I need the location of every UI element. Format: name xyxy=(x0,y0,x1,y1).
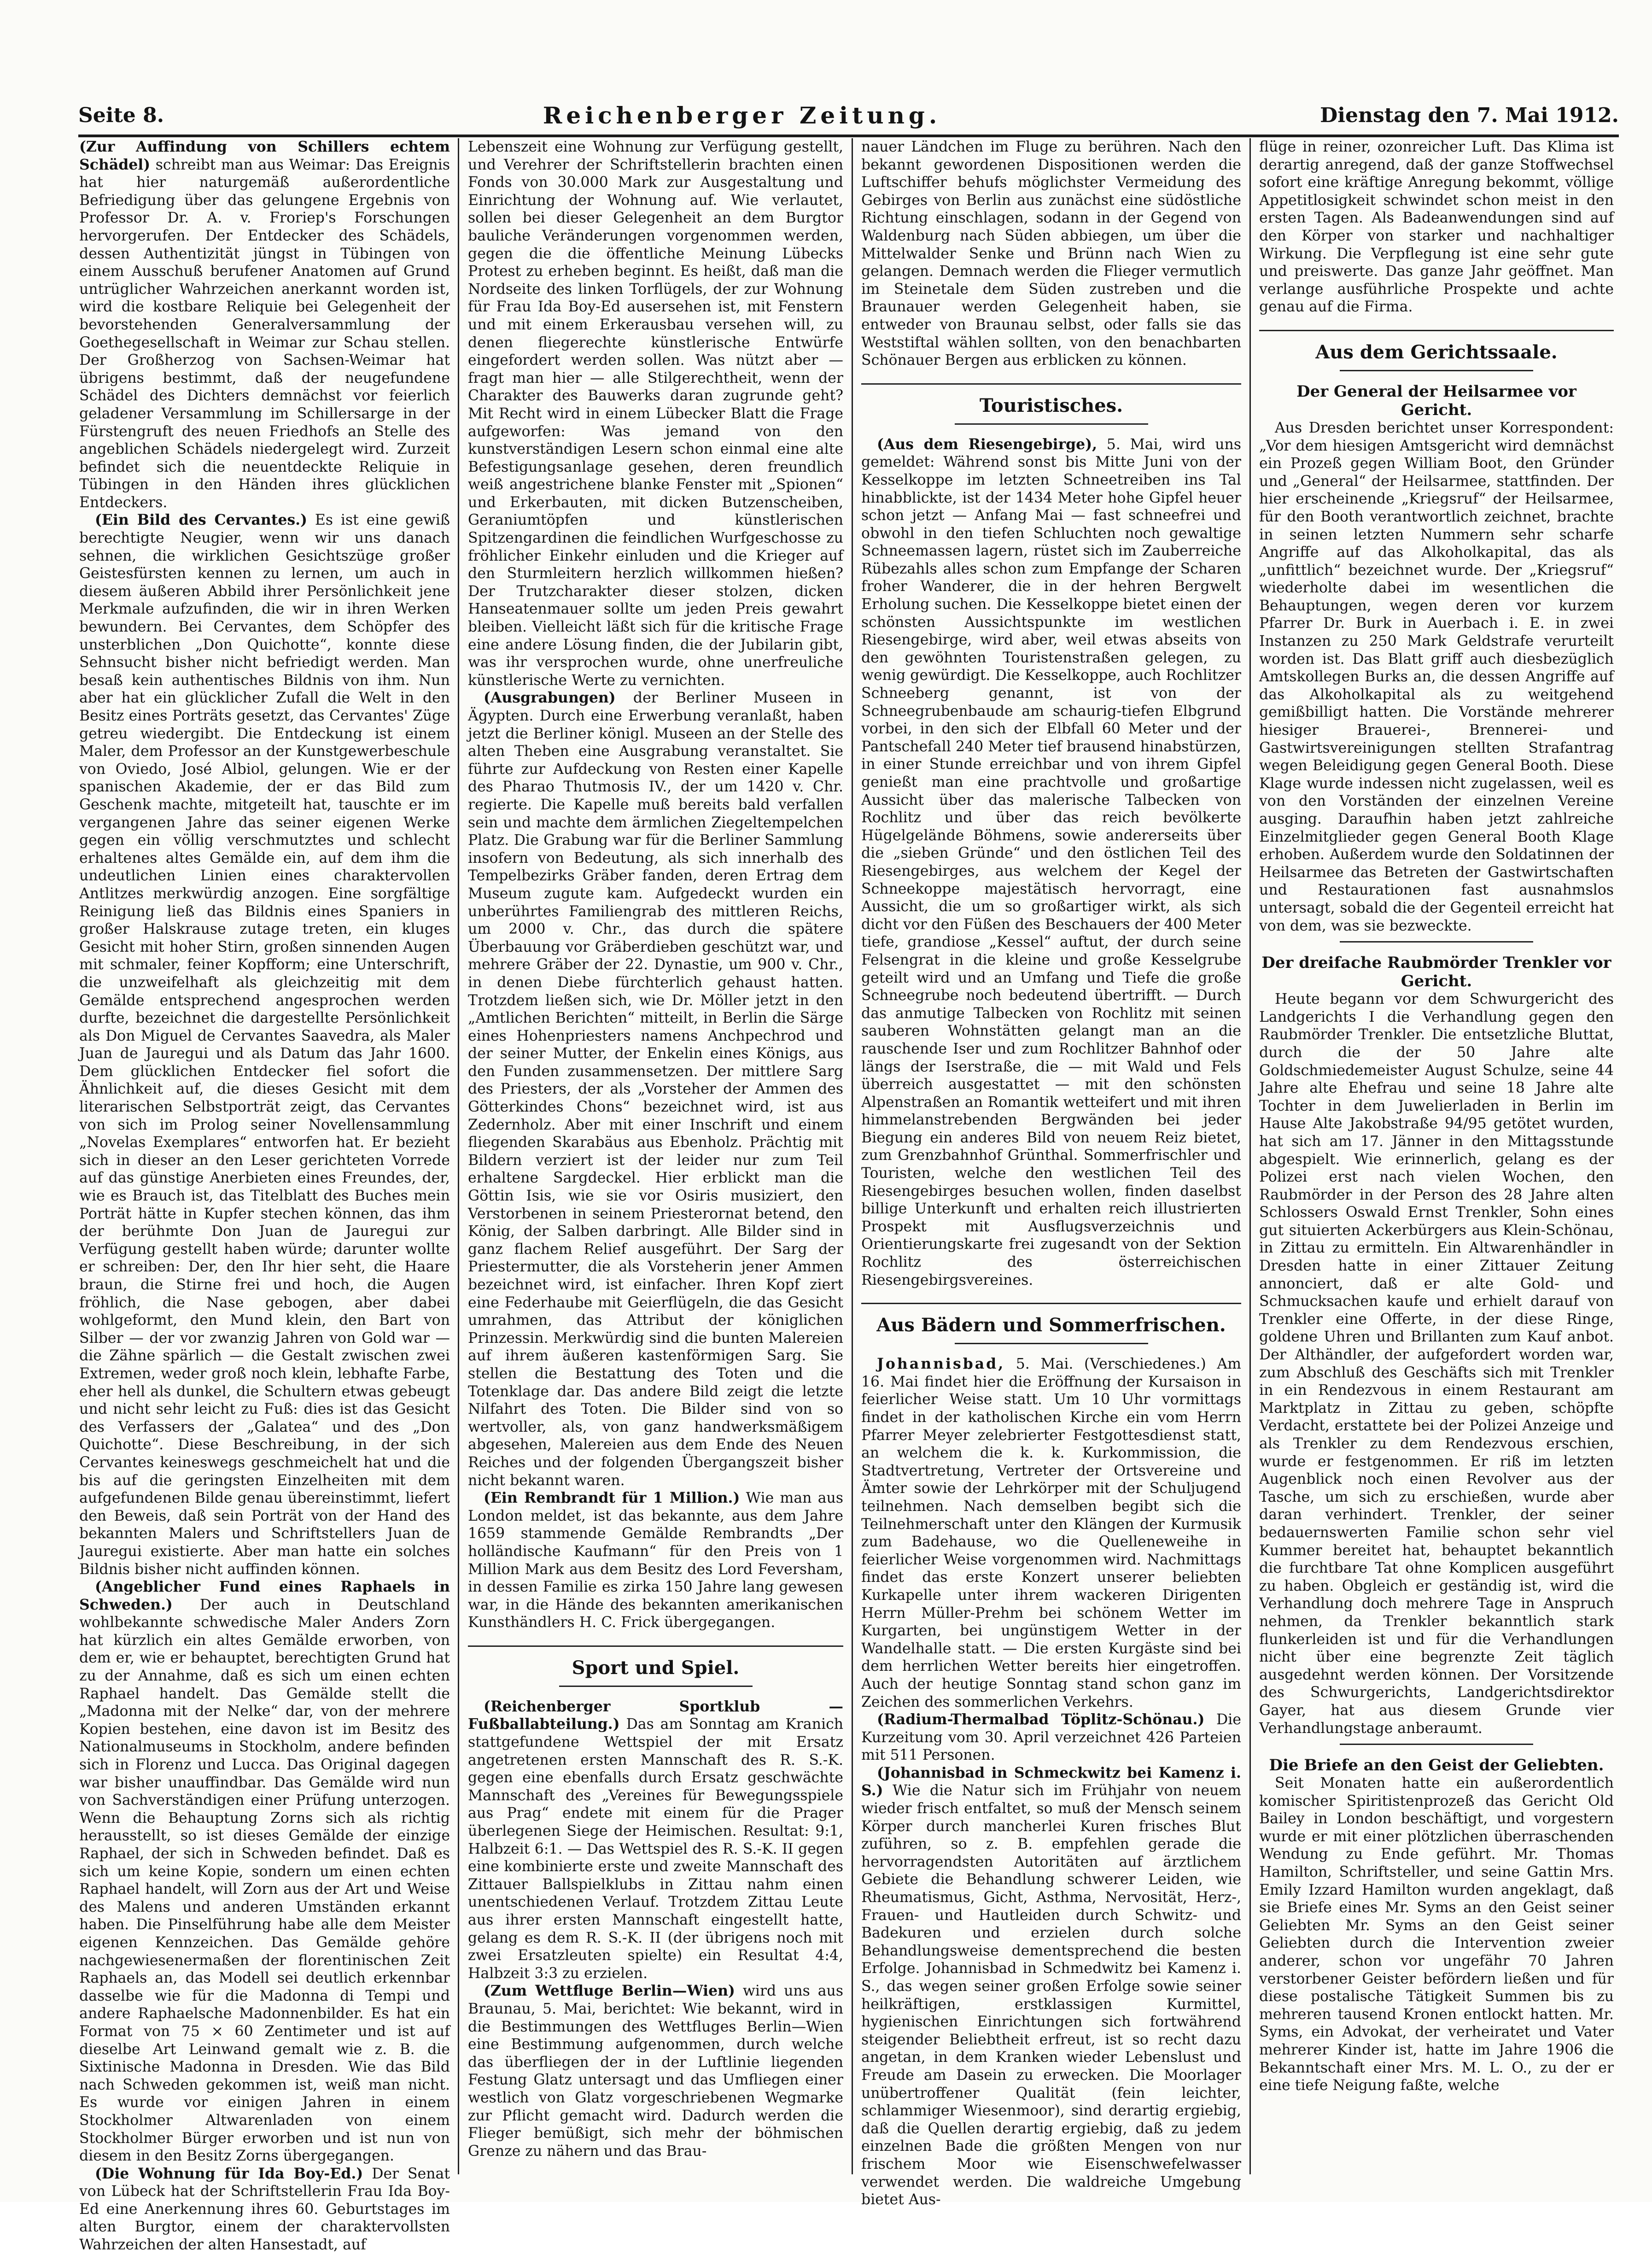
column-divider xyxy=(852,138,853,2174)
section-heading-baeder: Aus Bädern und Sommerfrischen. xyxy=(876,1314,1226,1336)
section-separator xyxy=(1259,330,1614,331)
article-lead: (Ein Rembrandt für 1 Million.) xyxy=(484,1489,740,1507)
article-body: Der auch in Deutschland wohlbekannte schwedische Maler Anders Zorn hat kürzlich ein altes Gemälde erworben, von dem er, wie er behauptet, berechtigten Grund hat zu der Annahme, daß es sich um einen echten Raphael handelt. Das Gemälde stellt die „Madonna mit der Nelke“ dar, von der mehrere Kopien bestehen, eine davon ist im Besitz des Nationalmuseums in Stockholm, andere befinden sich in Florenz und Lucca. Das Original dagegen war bisher unauffindbar. Das Gemälde wird nun von Sachverständigen einer Prüfung unterzogen. Wenn die Behauptung Zorns sich als richtig herausstellt, so ist dieses Gemälde der einzige Raphael, der sich in Schweden befindet. Daß es sich um keine Kopie, sondern um einen echten Raphael handelt, will Zorn aus der Art und Weise des Malens und anderen Umständen erkannt haben. Die Pinselführung habe alle dem Meister eigenen Kennzeichen. Das Gemälde gehöre nachgewiesenermaßen der florentinischen Zeit Raphaels an, das Modell sei deutlich erkennbar dasselbe wie für die Madonna di Tempi und andere Raphaelsche Madonnenbilder. Es hat ein Format von 75 × 60 Zentimeter und ist auf dieselbe Art Leinwand gemalt wie z. B. die Sixtinische Madonna in Dresden. Wie das Bild nach Schweden gekommen ist, weiß man nicht. Es wurde vor einigen Jahren in einem Stockholmer Altwarenladen von einem Stockholmer Bürger erworben und ist nun von diesem in den Besitz Zorns übergegangen. xyxy=(79,1596,450,2165)
article-body: Lebenszeit eine Wohnung zur Verfügung gestellt, und Verehrer der Schriftstellerin brachten einen Fonds von 30.000 Mark zur Ausgestaltung und Einrichtung der Wohnung auf. Wie verlautet, sollen bei dieser Gelegenheit an dem Burgtor bauliche Veränderungen vorgenommen werden, gegen die die öffentliche Meinung Lübecks Protest zu erheben beginnt. Es heißt, daß man die Nordseite des linken Torflügels, der zur Wohnung für Frau Ida Boy-Ed ausersehen ist, mit Fenstern und mit einem Erkerausbau versehen will, zu denen fliegerechte künstlerische Entwürfe eingefordert werden sollen. Was nützt aber — fragt man hier — alle Stilgerechtheit, wenn der Charakter des Bauwerks daran zugrunde geht? Mit Recht wird in einem Lübecker Blatt die Frage aufgeworfen: Was jemand von den kunstverständigen Lesern schon einmal eine alte Befestigungsanlage gesehen, deren freundlich weiß angestrichene blanke Fenster mit „Spionen“ und Erkerbauten, mit dicken Butzenscheiben, Geraniumtöpfen und künstlerischen Spitzengardinen die feindlichen Wurfgeschosse zu fröhlicher Einkehr einluden und die Krieger auf den Sturmleitern herzlich willkommen hießen? Der Trutzcharakter dieser stolzen, dicken Hanseatenmauer sollte um jeden Preis gewahrt bleiben. Vielleicht läßt sich für die kritische Frage eine andere Lösung finden, die der Jubilarin gibt, was ihr versprochen wurde, ohne unerfreuliche künstlerische Werte zu vernichten. xyxy=(468,139,843,689)
column-divider xyxy=(458,138,459,2174)
article-body: 5. Mai, wird uns gemeldet: Während sonst bis Mitte Juni von der Kesselkoppe im letzten Schneetreiben ins Tal hinabblickte, ist der 1434 Meter hohe Gipfel heuer schon jetzt — Anfang Mai — fast schneefrei und obwohl in den tiefen Schluchten noch gewaltige Schneemassen lagern, rüstet sich im Zauberreiche Rübezahls alles schon zum Empfange der Scharen froher Wanderer, die in der hehren Bergwelt Erholung suchen. Die Kesselkoppe bietet einen der schönsten Aussichtspunkte im westlichen Riesengebirge, wird aber, weil etwas abseits von den gewöhnten Touristenstraßen gelegen, zu wenig gewürdigt. Die Kesselkoppe, auch Rochlitzer Schneeberg genannt, ist von der Schneegrubenbaude am schaurig-tiefen Elbgrund vorbei, in den sich der Elbfall 60 Meter und der Pantschefall 240 Meter tief brausend hinabstürzen, in einer Stunde erreichbar und von ihrem Gipfel genießt man eine prachtvolle und großartige Aussicht über das malerische Talbecken von Rochlitz und über das reich bevölkerte Hügelgelände Böhmens, sowie andererseits über die „sieben Gründe“ und den östlichen Teil des Riesengebirges, aus welchem der Kegel der Schneekoppe majestätisch hervorragt, eine Aussicht, die um so großartiger wirkt, als sich dicht vor den Füßen des Beschauers der 400 Meter tiefe, grandiose „Kessel“ auftut, der durch seine Felsengrat in die kleine und große Kesselgrube geteilt wird und an Umfang und Tiefe die große Schneegrube noch bedeutend übertrifft. — Durch das anmutige Talbecken von Rochlitz mit seinen sauberen Wohnstätten gelangt man an die rauschende Iser und zum Rochlitzer Bahnhof oder längs der Iserstraße, die — mit Wald und Fels überreich ausgestattet — mit den schönsten Alpenstraßen an Romantik wetteifert und mit ihren himmelanstrebenden Bergwänden bei jeder Biegung ein anderes Bild von neuem Reiz bietet, zum Grenzbahnhof Grünthal. Sommerfrischler und Touristen, welche den westlichen Teil des Riesengebirges besuchen wollen, finden daselbst billige Unterkunft und erhalten reich illustrierten Prospekt mit Ausflugsverzeichnis und Orientierungskarte frei zugesandt von der Sektion Rochlitz des österreichischen Riesengebirgsvereines. xyxy=(861,436,1242,1288)
article-body: Die Kurzeitung vom 30. April verzeichnet 426 Parteien mit 511 Personen. xyxy=(861,1711,1241,1764)
article-ausgrabungen xyxy=(468,689,843,1489)
article-lead: (Angeblicher Fund eines Raphaels in Schweden.) xyxy=(79,1578,450,1613)
article-body: wird uns aus Braunau, 5. Mai, berichtet: Wie bekannt, wird in die Bestimmungen des Wettfluges Berlin—Wien eine Bestimmung aufgenommen, durch welche das überfliegen der in der Luftlinie liegenden Festung Glatz untersagt und das Umfliegen einer westlich von Glatz vorgeschriebenen Wegmarke zur Pflicht gemacht wird. Dadurch werden die Flieger bemüßigt, sich mehr der böhmischen Grenze zu nähern und das Brau- xyxy=(468,1983,844,2160)
masthead-rule xyxy=(78,135,1619,137)
article-lead: (Aus dem Riesengebirge), xyxy=(877,435,1097,453)
heading-rule xyxy=(955,423,1148,425)
article-schmeckwitz-continued xyxy=(1259,138,1614,316)
article-lead: (Die Wohnung für Ida Boy-Ed.) xyxy=(95,2165,363,2182)
heading-rule xyxy=(1340,941,1533,943)
article-johannisbad xyxy=(861,1355,1241,1711)
heading-rule xyxy=(1340,370,1533,371)
article-schiller xyxy=(79,138,450,511)
article-lead: (Reichenberger Sportklub — Fußballabteilung.) xyxy=(468,1698,843,1733)
section-heading-touristisches: Touristisches. xyxy=(979,394,1123,416)
article-heading-trenkler: Der dreifache Raubmörder Trenkler vor Gericht. xyxy=(1261,954,1611,991)
article-body: der Berliner Museen in Ägypten. Durch eine Erwerbung veranlaßt, haben jetzt die Berliner königl. Museen an der Stelle des alten Theben eine Ausgrabung veranstaltet. Sie führte zur Aufdeckung von Resten einer Kapelle des Pharao Thutmosis IV., der um 1420 v. Chr. regierte. Die Kapelle muß bereits bald verfallen sein und machte dem ärmlichen Ziegeltempelchen Platz. Die Grabung war für die Berliner Sammlung insofern von Bedeutung, als sich innerhalb des Tempelbezirks Gräber fanden, deren Ertrag dem Museum zugute kam. Aufgedeckt wurden ein unberührtes Familiengrab des mittleren Reichs, um 2000 v. Chr., das durch die spätere Überbauung vor Gräberdieben geschützt war, und mehrere Gräber der 22. Dynastie, um 900 v. Chr., in denen Diebe fürchterlich gehaust hatten. Trotzdem ließen sich, wie Dr. Möller jetzt in den „Amtlichen Berichten“ mitteilt, in Berlin die Särge eines Hohenpriesters namens Anchpechrod und der seiner Mutter, der Enkelin eines Königs, aus den Funden zusammensetzen. Der mittlere Sarg des Priesters, der als „Vorsteher der Ammen des Götterkindes Chons“ bezeichnet wird, ist aus Zedernholz. Aber mit einer Inschrift und einem fliegenden Skarabäus aus Ebenholz. Prächtig mit Bildern verziert ist der leider nur zum Teil erhaltene Sargdeckel. Hier erblickt man die Göttin Isis, wie sie vor Osiris musiziert, den Verstorbenen in seinem Priesterornat betend, den König, der Salben darbringt. Alle Bilder sind in ganz flachem Relief ausgeführt. Der Sarg der Priestermutter, die als Vorsteherin jener Ammen bezeichnet wird, ist einfacher. Ihren Kopf ziert eine Federhaube mit Geierflügeln, die das Gesicht umrahmen, das Attribut der königlichen Prinzessin. Merkwürdig sind die bunten Malereien auf ihrem äußeren kastenförmigen Sarg. Sie stellen die Bestattung des Toten und die Totenklage dar. Das andere Bild zeigt die letzte Nilfahrt des Toten. Die Bilder sind von so wertvoller, als, von ganz handwerksmäßigem abgesehen, Malereien aus dem Ende des Neuen Reiches und der folgenden Übergangszeit bisher nicht bekannt waren. xyxy=(468,690,843,1489)
column-2 xyxy=(468,138,843,2174)
article-lead: (Zur Auffindung von Schillers echtem Schädel) xyxy=(79,138,450,173)
article-body: Das am Sonntag am Kranich stattgefundene Wettspiel der mit Ersatz angetretenen ersten Mannschaft des R. S.-K. gegen eine ebenfalls durch Ersatz geschwächte Mannschaft des „Vereines für Bewegungsspiele aus Prag“ endete mit einem für die Prager überlegenen Siege der Heimischen. Resultat: 9:1, Halbzeit 6:1. — Das Wettspiel des R. S.-K. II gegen eine kombinierte erste und zweite Mannschaft des Zittauer Ballspielklubs in Zittau nahm einen unentschiedenen Verlauf. Trotzdem Zittau Leute aus ihrer ersten Mannschaft eingestellt hatte, gelang es dem R. S.-K. II (der übrigens noch mit zwei Ersatzleuten spielte) ein Resultat 4:4, Halbzeit 3:3 zu erzielen. xyxy=(468,1716,844,1982)
article-body: Aus Dresden berichtet unser Korrespondent: „Vor dem hiesigen Amtsgericht wird demnächst ein Prozeß gegen William Boot, den Gründer und „General“ der Heilsarmee, stattfinden. Der hier erscheinende „Kriegsruf“ der Heilsarmee, für den Booth verantwortlich zeichnet, brachte in seinen letzten Nummern sehr scharfe Angriffe auf das Alkoholkapital, das als „unfittlich“ bezeichnet wurde. Der „Kriegsruf“ wiederholte dabei im wesentlichen die Behauptungen, wegen deren vor kurzem Pfarrer Dr. Burk in Auerbach i. E. in zwei Instanzen zu 250 Mark Geldstrafe verurteilt worden ist. Das Blatt griff auch diesbezüglich Amtskollegen Burks an, die dessen Angriffe auf das Alkoholkapital als zu weitgehend gemißbilligt hatten. Die Vorstände mehrerer hiesiger Brauerei-, Brennerei- und Gastwirtsvereinigungen stellten Strafantrag wegen Beleidigung gegen General Booth. Diese Klage wurde indessen nicht zugelassen, weil es von den Vorständen der einzelnen Vereine ausging. Daraufhin haben jetzt zahlreiche Einzelmitglieder gegen General Booth Klage erhoben. Außerdem wurde den Soldatinnen der Heilsarmee das Betreten der Gastwirtschaften und Restaurationen fast ausnahmslos untersagt, sobald die der Gegenteil erreicht hat von dem, was sie bezweckte. xyxy=(1259,419,1614,934)
section-separator xyxy=(468,1645,843,1647)
article-body: Heute begann vor dem Schwurgericht des Landgerichts I die Verhandlung gegen den Raubmörder Trenkler. Die entsetzliche Bluttat, durch die der 50 Jahre alte Goldschmiedemeister August Schulze, seine 44 Jahre alte Ehefrau und seine 18 Jahre alte Tochter in dem Juwelierladen in Berlin im Hause Alte Jakobstraße 94/95 getötet wurden, hat sich am 17. Jänner in den Mittagsstunde abgespielt. Wie erinnerlich, gelang es der Polizei erst nach vielen Wochen, den Raubmörder in der Person des 28 Jahre alten Schlossers Oswald Ernst Trenkler, Sohn eines gut situierten Ackerbürgers aus Klein-Schönau, in Zittau zu ermitteln. Ein Altwarenhändler in Dresden hatte in einer Zittauer Zeitung annonciert, daß er alte Gold- und Schmucksachen kaufe und erhielt darauf von Trenkler eine Offerte, in der diese Ringe, goldene Uhren und Brillanten zum Kauf anbot. Der Althändler, der aufgefordert worden war, zum Abschluß des Geschäfts sich mit Trenkler in ein Rendezvous in einem Restaurant am Marktplatz in Zittau zu geben, schöpfte Verdacht, erstattete bei der Polizei Anzeige und als Trenkler zu dem Rendezvous erschien, wurde er festgenommen. Er riß im letzten Augenblick noch einen Revolver aus der Tasche, um sich zu erschießen, wurde aber daran verhindert. Trenkler, der seiner bedauernswerten Familie schon sehr viel Kummer bereitet hat, behauptet bekanntlich die furchtbare Tat ohne Komplicen ausgeführt zu haben. Obgleich er geständig ist, wird die Verhandlung doch mehrere Tage in Anspruch nehmen, da Trenkler bekanntlich stark flunkerleiden ist und für die Verhandlungen nicht über eine begrenzte Zeit täglich ausgedehnt werden können. Der Vorsitzende des Schwurgerichts, Landgerichtsdirektor Gayer, hat aus diesem Grunde vier Verhandlungstage anberaumt. xyxy=(1259,991,1614,1737)
article-body: flüge in reiner, ozonreicher Luft. Das Klima ist derartig anregend, daß der ganze Stoffwechsel sofort eine kräftige Anregung bekommt, völlige Appetitlosigkeit schwindet schon meist in den ersten Tagen. Als Badeanwendungen sind auf den Körper von starker und nachhaltiger Wirkung. Die Verpflegung ist eine sehr gute und preiswerte. Das ganze Jahr geöffnet. Man verlange ausführliche Prospekte und achte genau auf die Firma. xyxy=(1259,139,1614,316)
article-body: Es ist eine gewiß berechtigte Neugier, wenn wir uns danach sehnen, die wirklichen Gesichtszüge großer Geistesfürsten kennen zu lernen, um auch in diesem äußeren Abbild ihrer Persönlichkeit jene Merkmale aufzufinden, die wir in ihren Werken bewundern. Bei Cervantes, dem Schöpfer des unsterblichen „Don Quichotte“, konnte diese Sehnsucht bisher nicht befriedigt werden. Man besaß kein authentisches Bildnis von ihm. Nun aber hat ein glücklicher Zufall die Welt in den Besitz eines Porträts gesetzt, das Cervantes' Züge getreu wiedergibt. Die Entdeckung ist einem Maler, dem Professor an der Kunstgewerbeschule von Oviedo, José Albiol, gelungen. Wie er der spanischen Akademie, der er das Bild zum Geschenk machte, mitgeteilt hat, tauschte er im vergangenen Jahre das seiner eigenen Werke gegen ein völlig verschmutztes und schlecht erhaltenes altes Gemälde ein, auf dem ihm die undeutlichen Linien eines charaktervollen Antlitzes merkwürdig anzogen. Eine sorgfältige Reinigung ließ das Bildnis eines Spaniers in großer Halskrause zutage treten, ein kluges Gesicht mit hoher Stirn, großen sinnenden Augen mit schmaler, feiner Kopfform; eine Unterschrift, die unzweifelhaft als gleichzeitig mit dem Gemälde entsprechend angesprochen werden durfte, bezeichnet die dargestellte Persönlichkeit als Don Miguel de Cervantes Saavedra, als Maler Juan de Jauregui und als Datum das Jahr 1600. Dem glücklichen Entdecker fiel sofort die Ähnlichkeit auf, die dieses Gesicht mit dem literarischen Selbstporträt zeigt, das Cervantes von sich im Prolog seiner Novellensammlung „Novelas Exemplares“ entworfen hat. Er bezieht sich in dieser an den Leser gerichteten Vorrede auf das günstige Anerbieten eines Freundes, der, wie es Brauch ist, das Titelblatt des Buches mein Porträt hätte in Kupfer stechen können, das ihm der berühmte Don Juan de Jauregui zur Verfügung gestellt haben würde; darunter wollte er schreiben: Der, den Ihr hier seht, die Haare braun, die Stirne frei und hoch, die Augen fröhlich, die Nase gebogen, aber dabei wohlgeformt, den Mund klein, den Bart von Silber — der vor zwanzig Jahren von Gold war — die Zähne spärlich — die Gestalt zwischen zwei Extremen, weder groß noch klein, lebhafte Farbe, eher hell als dunkel, die Schultern etwas gebeugt und nicht sehr leicht zu Fuß: dies ist das Gesicht des Verfassers der „Galatea“ und des „Don Quichotte“. Diese Beschreibung, in der sich Cervantes keineswegs geschmeichelt hat und die bis auf die geringsten Einzelheiten mit dem aufgefundenen Bilde genau übereinstimmt, liefert den Beweis, daß sein Porträt von der Hand des bekannten Malers und Schriftstellers Juan de Jauregui existierte. Aber man hatte ein solches Bildnis bisher nicht auffinden können. xyxy=(79,512,450,1578)
article-lead: (Radium-Thermalbad Töplitz-Schönau.) xyxy=(877,1711,1205,1728)
article-boy-ed xyxy=(79,2165,450,2254)
article-wettflug-continued xyxy=(861,138,1241,369)
article-lead: (Johannisbad in Schmeckwitz bei Kamenz i. S.) xyxy=(861,1764,1241,1799)
section-separator xyxy=(861,383,1241,385)
article-briefe xyxy=(1259,1774,1614,2095)
article-body: 5. Mai. (Verschiedenes.) Am 16. Mai findet hier die Eröffnung der Kursaison in feierlicher Weise statt. Um 10 Uhr vormittags findet in der katholischen Kirche ein vom Herrn Pfarrer Meyer zelebrierter Festgottesdienst statt, an welchem die k. k. Kurkommission, die Stadtvertretung, Vertreter der Ortsvereine und Ämter sowie der Lehrkörper mit der Schuljugend teilnehmen. Nach demselben begibt sich die Teilnehmerschaft unter den Klängen der Kurmusik zum Badehause, wo die Quelleneweihe in feierlicher Weise vorgenommen wird. Nachmittags findet das erste Konzert unserer beliebten Kurkapelle unter ihrem wackeren Dirigenten Herrn Müller-Prehm bei schönem Wetter im Kurgarten, bei ungünstigem Wetter in der Wandelhalle statt. — Die ersten Kurgäste sind bei dem herrlichen Wetter bereits hier eingetroffen. Auch der heutige Sonntag stand schon ganz im Zeichen des sommerlichen Verkehrs. xyxy=(861,1356,1241,1710)
section-heading-sport: Sport und Spiel. xyxy=(572,1657,740,1679)
article-body: nauer Ländchen im Fluge zu berühren. Nach den bekannt gewordenen Dispositionen werden die Luftschiffer behufs möglichster Vermeidung des Gebirges von Berlin aus zunächst eine südöstliche Richtung einschlagen, sodann in der Gegend von Waldenburg nach Süden abbiegen, um über die Mittelwalder Senke und Brünn nach Wien zu gelangen. Demnach werden die Flieger vermutlich im Steinetale dem Süden zustreben und die Braunauer werden Gelegenheit haben, sie entweder von Braunau selbst, oder falls sie das Weststiftal wählen sollten, von den benachbarten Schönauer Bergen aus erblicken zu können. xyxy=(861,139,1241,369)
heading-rule xyxy=(1340,1744,1533,1745)
article-sportklub xyxy=(468,1698,843,1983)
article-body: Wie die Natur sich im Frühjahr von neuem wieder frisch entfaltet, so muß der Mensch seinem Körper durch mancherlei Kuren frisches Blut zuführen, so z. B. empfehlen gerade die hervorragendsten Autoritäten auf ärztlichem Gebiete die Behandlung schwerer Leiden, wie Rheumatismus, Gicht, Asthma, Nervosität, Herz-, Frauen- und Hautleiden durch Schwitz- und Badekuren und erzielen durch solche Behandlungsweise dementsprechend die besten Erfolge. Johannisbad in Schmedwitz bei Kamenz i. S., das wegen seiner großen Erfolge sowie seiner heilkräftigen, erstklassigen Kurmittel, hygienischen Einrichtungen sich fortwährend steigender Beliebtheit erfreut, ist so recht dazu angetan, in dem Kranken wieder Lebenslust und Freude am Dasein zu erwecken. Die Moorlager unübertroffener Qualität (fein leichter, schlammiger Wiesenmoor), sind derartig ergiebig, daß die Quellen derartig ergiebig, daß zu jedem einzelnen Bade die größten Mengen von nur frischem Moor wie Eisenschwefelwasser verwendet werden. Die waldreiche Umgebung bietet Aus- xyxy=(861,1782,1241,2208)
page-number: Seite 8. xyxy=(78,103,164,127)
article-wettflug xyxy=(468,1982,843,2160)
article-trenkler xyxy=(1259,990,1614,1737)
article-teplitz xyxy=(861,1711,1241,1764)
article-cervantes xyxy=(79,511,450,1578)
article-lead: Johannisbad, xyxy=(877,1355,1005,1373)
masthead xyxy=(78,99,1619,131)
column-1 xyxy=(79,138,450,2254)
article-body: schreibt man aus Weimar: Das Ereignis hat hier naturgemäß außerordentliche Befriedigung über das gelungene Ergebnis von Professor Dr. A. v. Froriep's Forschungen hervorgerufen. Der Entdecker des Schädels, dessen Authentizität jüngst in Tübingen von einem Ausschuß berufener Anatomen auf Grund untrüglicher Wahrzeichen anerkannt worden ist, wird die kostbare Reliquie bei Gelegenheit der bevorstehenden Generalversammlung der Goethegesellschaft in Weimar zur Schau stellen. Der Großherzog von Sachsen-Weimar hat übrigens bestimmt, daß der neugefundene Schädel des Dichters demnächst vor feierlich geladener Versammlung im Schillersarge in der Fürstengruft des neuen Friedhofs an Stelle des angeblichen Schädels niedergelegt wird. Zurzeit befindet sich die neuentdeckte Reliquie in Tübingen in den Händen ihres glücklichen Entdeckers. xyxy=(79,156,450,511)
article-schmeckwitz xyxy=(861,1764,1241,2209)
article-body: Wie man aus London meldet, ist das bekannte, aus dem Jahre 1659 stammende Gemälde Rembrandts „Der holländische Kaufmann“ für den Preis von 1 Million Mark aus dem Besitz des Lord Feversham, in dessen Familie es zirka 150 Jahre lang gewesen war, in die Hände des bekannten amerikanischen Kunsthändlers H. C. Frick übergegangen. xyxy=(468,1490,843,1631)
newspaper-title: Reichenberger Zeitung. xyxy=(543,101,941,129)
column-divider xyxy=(1249,138,1251,2174)
article-heading-heilsarmee: Der General der Heilsarmee vor Gericht. xyxy=(1296,382,1576,419)
article-heilsarmee xyxy=(1259,419,1614,935)
article-lead: (Ausgrabungen) xyxy=(484,689,616,707)
section-heading-gerichtssaal: Aus dem Gerichtssaale. xyxy=(1315,341,1558,363)
article-heading-briefe: Die Briefe an den Geist der Geliebten. xyxy=(1269,1756,1604,1775)
article-raphael xyxy=(79,1578,450,2165)
heading-rule xyxy=(559,1686,753,1687)
article-boy-ed-continued xyxy=(468,138,843,689)
article-riesengebirge xyxy=(861,436,1241,1289)
heading-rule xyxy=(955,1343,1148,1344)
issue-date: Dienstag den 7. Mai 1912. xyxy=(1320,103,1619,127)
article-body: Seit Monaten hatte ein außerordentlich komischer Spiritistenprozeß das Gericht Old Bailey in London beschäftigt, und vorgestern wurde er mit einer plötzlichen überraschenden Wendung zu Ende geführt. Mr. Thomas Hamilton, Schriftsteller, und seine Gattin Mrs. Emily Izzard Hamilton wurden angeklagt, daß sie Briefe eines Mr. Syms an den Geist seiner Geliebten Mr. Syms an den Geist seiner Geliebten durch die Intervention zweier anderer, schon vor ungefähr 70 Jahren verstorbener Geister befördern ließen und für diese postalische Tätigkeit Summen bis zu mehreren tausend Kronen entlockt hatten. Mr. Syms, ein Advokat, der verheiratet und Vater mehrerer Kinder ist, hatte im Jahre 1906 die Bekanntschaft einer Mrs. M. L. O., zu der er eine tiefe Neigung faßte, welche xyxy=(1259,1775,1614,2094)
column-4 xyxy=(1259,138,1614,2174)
article-body: Der Senat von Lübeck hat der Schriftstellerin Frau Ida Boy-Ed eine Anerkennung ihres 60. Geburtstages im alten Burgtor, einem der charaktervollsten Wahrzeichen der alten Hansestadt, auf xyxy=(79,2165,450,2254)
column-3 xyxy=(861,138,1242,2208)
article-lead: (Zum Wettfluge Berlin—Wien) xyxy=(484,1982,735,2000)
article-lead: (Ein Bild des Cervantes.) xyxy=(95,511,308,529)
section-separator xyxy=(861,1303,1241,1304)
article-rembrandt xyxy=(468,1489,843,1632)
